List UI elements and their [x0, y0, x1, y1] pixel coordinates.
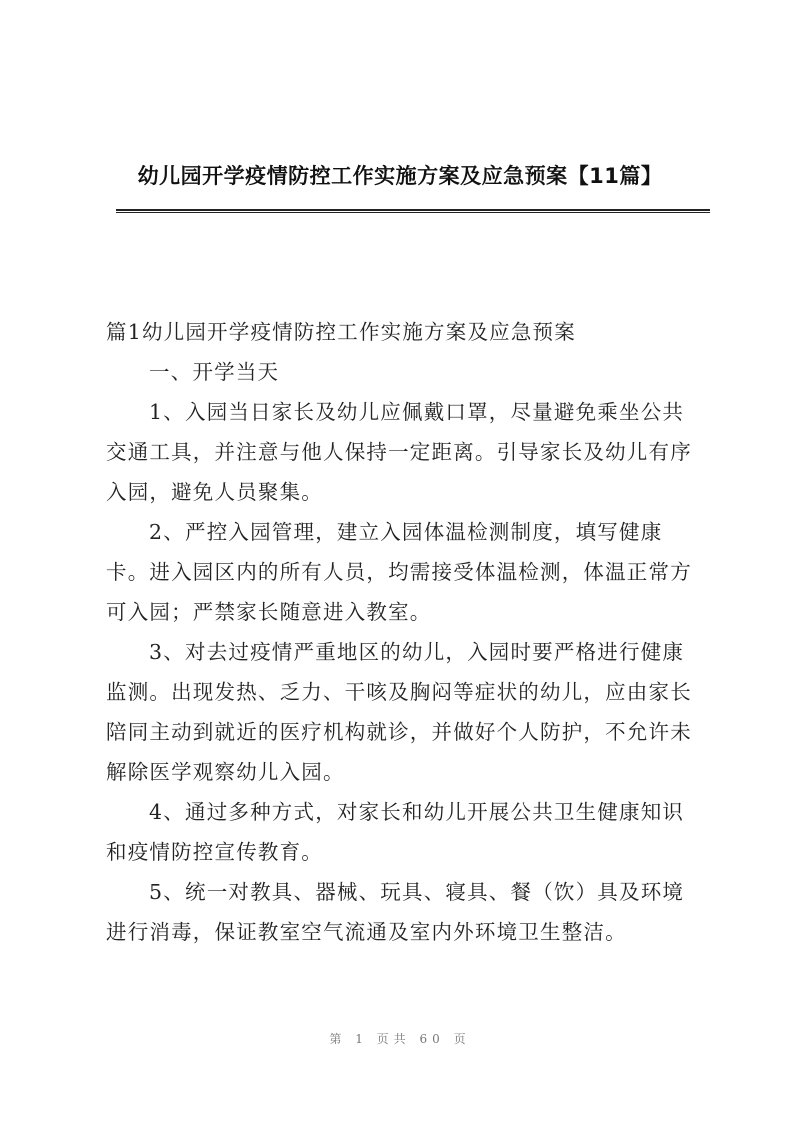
document-body: [106, 312, 700, 952]
paragraph: 1、入园当日家长及幼儿应佩戴口罩，尽量避免乘坐公共交通工具，并注意与他人保持一定距离。引导家长及幼儿有序入园，避免人员聚集。: [106, 400, 692, 504]
subheading: 一、开学当天: [149, 360, 280, 384]
title-divider: [116, 209, 710, 213]
paragraph: 4、通过多种方式，对家长和幼儿开展公共卫生健康知识和疫情防控宣传教育。: [106, 800, 685, 864]
paragraph: 2、严控入园管理，建立入园体温检测制度，填写健康卡。进入园区内的所有人员，均需接受体温检测，体温正常方可入园；严禁家长随意进入教室。: [106, 520, 692, 624]
paragraph: 3、对去过疫情严重地区的幼儿，入园时要严格进行健康监测。出现发热、乏力、干咳及胸闷等症状的幼儿，应由家长陪同主动到就近的医疗机构就诊，并做好个人防护，不允许未解除医学观察幼儿入园。: [106, 640, 692, 784]
paragraph: 5、统一对教具、器械、玩具、寝具、餐（饮）具及环境进行消毒，保证教室空气流通及室内外环境卫生整洁。: [106, 880, 685, 944]
document-title: 幼儿园开学疫情防控工作实施方案及应急预案【11篇】: [137, 164, 663, 188]
section-heading: 篇1幼儿园开学疫情防控工作实施方案及应急预案: [106, 320, 576, 344]
page-footer: 第 1 页共 60 页: [329, 1032, 471, 1046]
